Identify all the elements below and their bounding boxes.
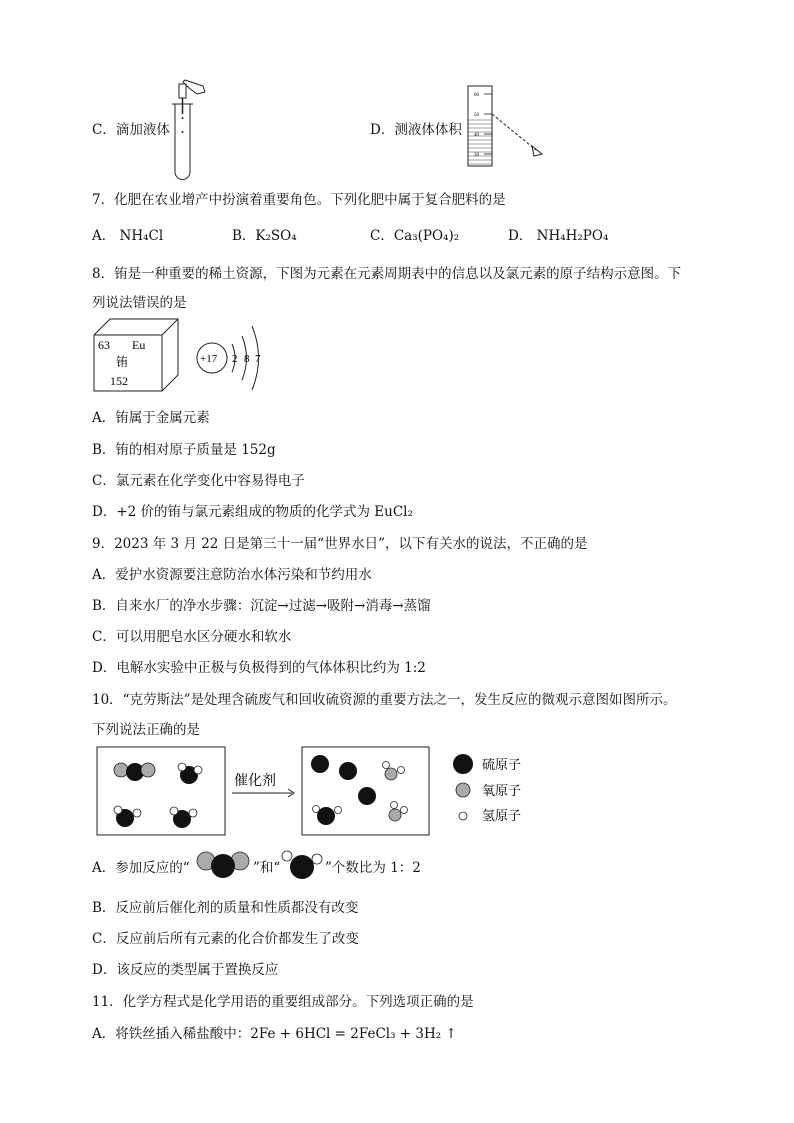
legend-hydrogen: 氢原子: [482, 808, 522, 823]
legend-oxygen: 氧原子: [482, 783, 522, 798]
graduated-cylinder-icon: [462, 84, 552, 170]
q9-stem: 9．2023 年 3 月 22 日是第三十一届“世界水日”，以下有关水的说法，不正确的是: [92, 536, 588, 552]
q6-option-c: C．滴加液体: [92, 122, 170, 138]
q9-option-c: C．可以用肥皂水区分硬水和软水: [92, 629, 292, 645]
q7-stem: 7．化肥在农业增产中扮演着重要角色。下列化肥中属于复合肥料的是: [92, 192, 506, 208]
q7-option-a: A． NH₄Cl: [92, 228, 164, 244]
q10-option-a-mid: ”和“: [253, 860, 281, 876]
sulfur-atom-legend-icon: [453, 754, 473, 774]
hydrogen-atom-legend-icon: [459, 812, 467, 820]
q10-stem-line1: 10．“克劳斯法”是处理含硫废气和回收硫资源的重要方法之一，发生反应的微观示意图如图所示。: [92, 692, 677, 708]
q11-stem: 11．化学方程式是化学用语的重要组成部分。下列选项正确的是: [92, 994, 474, 1010]
nucleus-charge: +17: [200, 353, 218, 365]
element-card: [92, 317, 182, 393]
shell-electrons: 8: [244, 353, 250, 365]
element-name: 铕: [116, 355, 129, 369]
q8-stem-line2: 列说法错误的是: [92, 295, 187, 311]
shell-electrons: 7: [255, 353, 261, 365]
shell-electrons: 2: [232, 353, 238, 365]
atomic-number: 63: [98, 338, 110, 352]
q8-option-d: D．+2 价的铕与氯元素组成的物质的化学式为 EuCl₂: [92, 504, 413, 520]
tick-label: 30: [474, 153, 479, 158]
q8-option-a: A．铕属于金属元素: [92, 410, 210, 426]
tick-label: 40: [474, 133, 479, 138]
chemical-equation: 2Fe + 6HCl = 2FeCl₃ + 3H₂ ↑: [250, 1026, 457, 1042]
catalyst-label: 催化剂: [234, 774, 276, 789]
q10-option-c: C．反应前后所有元素的化合价都发生了改变: [92, 931, 359, 947]
legend-sulfur: 硫原子: [482, 757, 522, 772]
q9-option-b: B．自来水厂的净水步骤：沉淀→过滤→吸附→消毒→蒸馏: [92, 598, 431, 614]
q11-option-a-text: A．将铁丝插入稀盐酸中：: [92, 1026, 251, 1042]
q10-option-b: B．反应前后催化剂的质量和性质都没有改变: [92, 900, 359, 916]
h2s-molecule-icon: [280, 846, 324, 880]
q8-option-b: B．铕的相对原子质量是 152g: [92, 442, 276, 458]
q10-option-a: A．参加反应的“: [92, 860, 190, 876]
q10-option-d: D．该反应的类型属于置换反应: [92, 962, 279, 978]
q10-stem-line2: 下列说法正确的是: [92, 722, 200, 738]
tick-label: 60: [474, 93, 479, 98]
q9-option-d: D．电解水实验中正极与负极得到的气体体积比约为 1:2: [92, 660, 426, 676]
oxygen-atom-legend-icon: [456, 783, 470, 797]
chlorine-atom-structure: [194, 322, 272, 394]
q8-option-c: C．氯元素在化学变化中容易得电子: [92, 473, 305, 489]
q10-option-a-post: ”个数比为 1：2: [325, 860, 421, 876]
so2-molecule-icon: [194, 846, 252, 880]
q8-stem-line1: 8．铕是一种重要的稀土资源，下图为元素在元素周期表中的信息以及氯元素的原子结构示意图。下: [92, 266, 682, 282]
element-symbol: Eu: [132, 338, 146, 352]
reaction-microscopic-diagram: [92, 743, 542, 839]
q6-option-d: D．测液体体积: [370, 122, 462, 138]
tick-label: 50: [474, 113, 479, 118]
dropper-test-tube-icon: [165, 78, 215, 183]
atomic-mass: 152: [110, 374, 128, 388]
q9-option-a: A．爱护水资源要注意防治水体污染和节约用水: [92, 567, 372, 583]
q7-option-d: D． NH₄H₂PO₄: [508, 228, 609, 244]
q11-option-a: [92, 1022, 457, 1042]
q7-option-c: C．Ca₃(PO₄)₂: [370, 228, 460, 244]
q7-option-b: B．K₂SO₄: [232, 228, 297, 244]
